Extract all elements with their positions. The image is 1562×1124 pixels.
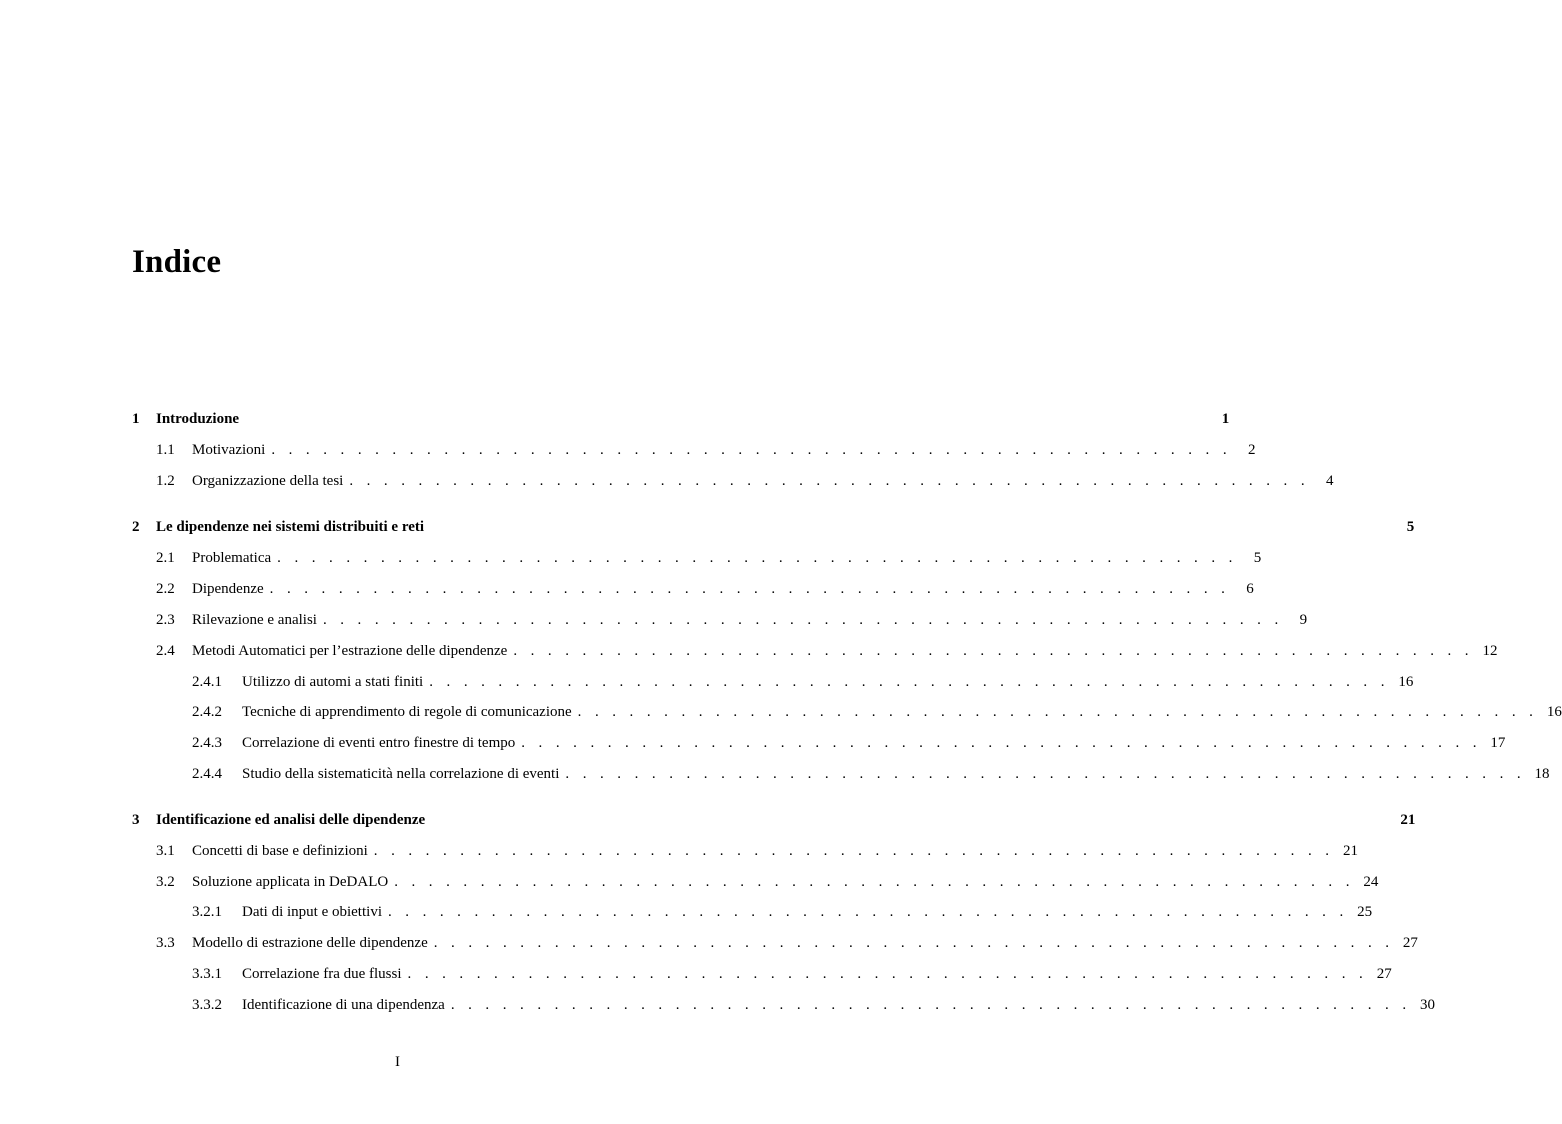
- toc-leader: . . . . . . . . . . . . . . . . . . . . . . . . . . . . . . . . . . . . . . . . . . . . . . . . . . . . . . . .: [407, 966, 1368, 982]
- toc-leader: . . . . . . . . . . . . . . . . . . . . . . . . . . . . . . . . . . . . . . . . . . . . . . . . . . . . . . . .: [521, 735, 1482, 751]
- toc-subsection-2-4-4[interactable]: [192, 763, 1550, 785]
- toc-subsection-2-4-1[interactable]: [192, 671, 1414, 693]
- toc-leader: . . . . . . . . . . . . . . . . . . . . . . . . . . . . . . . . . . . . . . . . . . . . . . . . . . . . . . . .: [577, 704, 1538, 720]
- toc-page: 17: [1490, 735, 1506, 751]
- toc-number: 2.4: [156, 643, 175, 659]
- toc-leader: . . . . . . . . . . . . . . . . . . . . . . . . . . . . . . . . . . . . . . . . . . . . . . . . . . . . . . . .: [271, 442, 1232, 458]
- toc-page: 24: [1363, 874, 1379, 890]
- toc-number: 1.2: [156, 473, 175, 489]
- toc-page: 18: [1534, 766, 1550, 782]
- toc-label: Soluzione applicata in DeDALO: [192, 874, 389, 890]
- toc-label: Dati di input e obiettivi: [242, 904, 382, 920]
- toc-number: 1: [132, 411, 140, 427]
- toc-number: 2.4.2: [192, 704, 222, 720]
- toc-number: 2.2: [156, 581, 175, 597]
- toc-subsection-2-4-2[interactable]: [192, 701, 1562, 723]
- toc-leader: . . . . . . . . . . . . . . . . . . . . . . . . . . . . . . . . . . . . . . . . . . . . . . . . . . . . . . . .: [269, 581, 1230, 597]
- toc-label: Utilizzo di automi a stati finiti: [242, 674, 424, 690]
- toc-number: 3: [132, 812, 140, 828]
- toc-number: 1.1: [156, 442, 175, 458]
- toc-page: 21: [1342, 843, 1358, 859]
- toc-page: 5: [1406, 519, 1415, 535]
- toc-page: 6: [1246, 581, 1254, 597]
- toc-subsection-3-3-2[interactable]: [192, 994, 1435, 1016]
- page-number: I: [395, 1054, 400, 1070]
- toc-page: 12: [1482, 643, 1498, 659]
- toc-leader: . . . . . . . . . . . . . . . . . . . . . . . . . . . . . . . . . . . . . . . . . . . . . . . . . . . . . . . .: [394, 874, 1355, 890]
- toc-number: 2.3: [156, 612, 175, 628]
- toc-leader: . . . . . . . . . . . . . . . . . . . . . . . . . . . . . . . . . . . . . . . . . . . . . . . . . . . . . . . .: [429, 674, 1390, 690]
- toc-section-2-1[interactable]: [156, 547, 1262, 569]
- toc-label: Problematica: [192, 550, 272, 566]
- toc-label: Identificazione ed analisi delle dipendenze: [156, 812, 426, 828]
- toc-page: 30: [1419, 997, 1435, 1013]
- toc-page: 16: [1398, 674, 1414, 690]
- toc-label: Studio della sistematicità nella correlazione di eventi: [242, 766, 560, 782]
- toc-subsection-3-3-1[interactable]: [192, 963, 1392, 985]
- toc-number: 2.4.3: [192, 735, 222, 751]
- toc-number: 3.1: [156, 843, 175, 859]
- toc-leader: . . . . . . . . . . . . . . . . . . . . . . . . . . . . . . . . . . . . . . . . . . . . . . . . . . . . . . . .: [433, 935, 1394, 951]
- toc-label: Metodi Automatici per l’estrazione delle dipendenze: [192, 643, 508, 659]
- toc-page: 21: [1400, 812, 1416, 828]
- toc-section-1-2[interactable]: [156, 470, 1334, 492]
- toc-page: 25: [1357, 904, 1373, 920]
- toc-label: Modello di estrazione delle dipendenze: [192, 935, 428, 951]
- toc-leader: . . . . . . . . . . . . . . . . . . . . . . . . . . . . . . . . . . . . . . . . . . . . . . . . . . . . . . . .: [565, 766, 1526, 782]
- toc-page: 27: [1402, 935, 1418, 951]
- toc-label: Motivazioni: [192, 442, 266, 458]
- toc-page: 4: [1325, 473, 1334, 489]
- toc-label: Organizzazione della tesi: [192, 473, 344, 489]
- toc-page: 9: [1299, 612, 1308, 628]
- toc-leader: . . . . . . . . . . . . . . . . . . . . . . . . . . . . . . . . . . . . . . . . . . . . . . . . . . . . . . . .: [373, 843, 1334, 859]
- toc-chapter-3[interactable]: [132, 809, 1416, 831]
- toc-section-2-3[interactable]: [156, 609, 1308, 631]
- toc-leader: . . . . . . . . . . . . . . . . . . . . . . . . . . . . . . . . . . . . . . . . . . . . . . . . . . . . . . . .: [322, 612, 1284, 628]
- toc-leader: . . . . . . . . . . . . . . . . . . . . . . . . . . . . . . . . . . . . . . . . . . . . . . . . . . . . . . . .: [349, 473, 1310, 489]
- toc-label: Correlazione di eventi entro finestre di tempo: [242, 735, 516, 751]
- toc-number: 3.3.2: [192, 997, 222, 1013]
- toc-chapter-1[interactable]: [132, 408, 1230, 430]
- toc-section-3-1[interactable]: [156, 840, 1358, 862]
- toc-number: 3.3: [156, 935, 175, 951]
- toc-label: Le dipendenze nei sistemi distribuiti e reti: [156, 519, 425, 535]
- toc-label: Dipendenze: [192, 581, 264, 597]
- toc-number: 2.4.4: [192, 766, 222, 782]
- toc-number: 2.1: [156, 550, 175, 566]
- toc-subsection-3-2-1[interactable]: [192, 901, 1373, 923]
- toc-leader: . . . . . . . . . . . . . . . . . . . . . . . . . . . . . . . . . . . . . . . . . . . . . . . . . . . . . . . .: [387, 904, 1349, 920]
- toc-number: 3.2.1: [192, 904, 222, 920]
- toc-label: Introduzione: [156, 411, 240, 427]
- toc-page: 5: [1253, 550, 1262, 566]
- toc-number: 3.2: [156, 874, 175, 890]
- toc-section-2-4[interactable]: [156, 640, 1498, 662]
- page-title: Indice: [132, 244, 222, 280]
- toc-number: 2: [132, 519, 140, 535]
- toc-page: 2: [1247, 442, 1256, 458]
- toc-leader: . . . . . . . . . . . . . . . . . . . . . . . . . . . . . . . . . . . . . . . . . . . . . . . . . . . . . . . .: [450, 997, 1411, 1013]
- toc-page: 27: [1376, 966, 1392, 982]
- toc-section-2-2[interactable]: [156, 578, 1254, 600]
- toc-number: 3.3.1: [192, 966, 222, 982]
- toc-label: Concetti di base e definizioni: [192, 843, 368, 859]
- toc-number: 2.4.1: [192, 674, 222, 690]
- toc-label: Correlazione fra due flussi: [242, 966, 402, 982]
- toc-section-3-3[interactable]: [156, 932, 1418, 954]
- toc-leader: . . . . . . . . . . . . . . . . . . . . . . . . . . . . . . . . . . . . . . . . . . . . . . . . . . . . . . . .: [513, 643, 1474, 659]
- toc-section-3-2[interactable]: [156, 871, 1379, 893]
- toc-page: 1: [1221, 411, 1230, 427]
- toc-label: Identificazione di una dipendenza: [242, 997, 445, 1013]
- toc-label: Rilevazione e analisi: [192, 612, 317, 628]
- toc-chapter-2[interactable]: [132, 516, 1415, 538]
- toc-page: 16: [1546, 704, 1562, 720]
- toc-section-1-1[interactable]: [156, 439, 1256, 461]
- toc-subsection-2-4-3[interactable]: [192, 732, 1506, 754]
- toc-leader: . . . . . . . . . . . . . . . . . . . . . . . . . . . . . . . . . . . . . . . . . . . . . . . . . . . . . . . .: [277, 550, 1238, 566]
- toc-label: Tecniche di apprendimento di regole di comunicazione: [242, 704, 572, 720]
